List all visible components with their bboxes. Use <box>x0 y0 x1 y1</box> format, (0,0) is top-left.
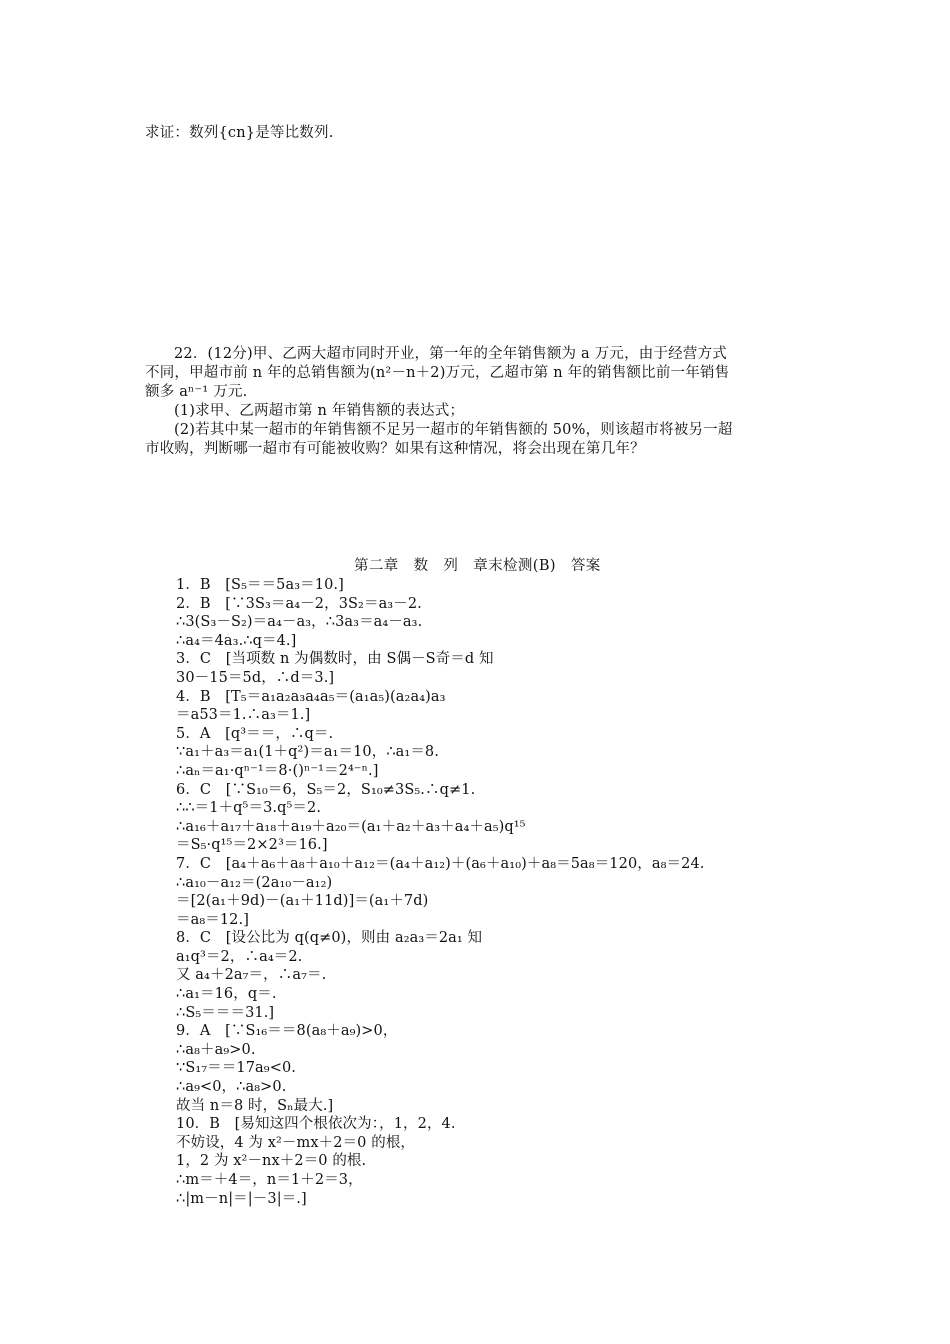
answer-list <box>176 576 705 1208</box>
answer-line: 3．C [当项数 n 为偶数时，由 S偶－S奇＝d 知 <box>176 651 494 668</box>
answer-line: ∴m＝＋4＝，n＝1＋2＝3， <box>176 1172 363 1188</box>
answer-line: 8．C [设公比为 q(q≠0)，则由 a₂a₃＝2a₁ 知 <box>176 930 483 947</box>
answer-line: ∴a₁₀－a₁₂＝(2a₁₀－a₁₂) <box>176 874 333 891</box>
answer-line: 9．A [∵S₁₆＝＝8(a₈＋a₉)>0， <box>176 1023 398 1040</box>
answer-line: ∴∴＝1＋q⁵＝3.q⁵＝2. <box>176 800 322 817</box>
answer-line: ∴S₅＝＝＝31.] <box>176 1004 275 1021</box>
answer-line: 1．B [S₅＝＝5a₃＝10.] <box>176 577 344 593</box>
answer-line: ∴a₄＝4a₃.∴q＝4.] <box>176 632 297 649</box>
answer-line: 7．C [a₄＋a₆＋a₈＋a₁₀＋a₁₂＝(a₄＋a₁₂)＋(a₆＋a₁₀)＋a₈＝5a₈＝120，a₈＝24. <box>176 855 705 872</box>
answer-line: ∴|m－n|＝|－3|＝.] <box>176 1190 307 1207</box>
answer-title: 第二章 数 列 章末检测(B) 答案 <box>354 558 601 574</box>
answer-line: 2．B [∵3S₃＝a₄－2，3S₂＝a₃－2. <box>176 595 422 612</box>
answer-line: ∴aₙ＝a₁·qⁿ⁻¹＝8·()ⁿ⁻¹＝2⁴⁻ⁿ.] <box>176 762 379 779</box>
answer-line: 10．B [易知这四个根依次为：，1，2，4. <box>176 1116 456 1133</box>
problem-22-line-2: 不同，甲超市前 n 年的总销售额为(n²－n＋2)万元，乙超市第 n 年的销售额比前一年销售 <box>145 365 730 381</box>
answer-line: ∴a₁₆＋a₁₇＋a₁₈＋a₁₉＋a₂₀＝(a₁＋a₂＋a₃＋a₄＋a₅)q¹⁵ <box>176 818 526 835</box>
answer-line: 5．A [q³＝＝，∴q＝. <box>176 725 334 742</box>
answer-line: 4．B [T₅＝a₁a₂a₃a₄a₅＝(a₁a₅)(a₂a₄)a₃ <box>176 688 446 705</box>
answer-line: 不妨设，4 为 x²－mx＋2＝0 的根， <box>176 1134 416 1151</box>
problem-22-part-2-line-1: (2)若其中某一超市的年销售额不足另一超市的年销售额的 50%，则该超市将被另一超 <box>174 422 733 438</box>
answer-line: 故当 n＝8 时，Sₙ最大.] <box>176 1097 334 1114</box>
answer-line: ∴a₁＝16，q＝. <box>176 986 277 1003</box>
answer-line: 又 a₄＋2a₇＝，∴a₇＝. <box>176 967 327 984</box>
answer-line: ＝[2(a₁＋9d)－(a₁＋11d)]＝(a₁＋7d) <box>176 893 429 910</box>
answer-line: 30－15＝5d，∴d＝3.] <box>176 669 335 686</box>
answer-line: ∴a₈＋a₉>0. <box>176 1041 256 1058</box>
answer-line: ∴3(S₃－S₂)＝a₄－a₃，∴3a₃＝a₄－a₃. <box>176 614 423 631</box>
answer-line: ＝a₈＝12.] <box>176 911 249 928</box>
answer-line: a₁q³＝2，∴a₄＝2. <box>176 948 303 965</box>
problem-22-line-3: 额多 aⁿ⁻¹ 万元. <box>145 384 248 400</box>
answer-line: ∵a₁＋a₃＝a₁(1＋q²)＝a₁＝10，∴a₁＝8. <box>176 744 439 761</box>
answer-line: ∵S₁₇＝＝17a₉<0. <box>176 1060 296 1077</box>
proof-statement: 求证：数列{cn}是等比数列. <box>145 125 334 141</box>
answer-line: ＝S₅·q¹⁵＝2×2³＝16.] <box>176 837 328 854</box>
answer-line: ∴a₉<0，∴a₈>0. <box>176 1079 287 1096</box>
problem-22-line-1: 22．(12分)甲、乙两大超市同时开业，第一年的全年销售额为 a 万元，由于经营方式 <box>174 346 727 362</box>
problem-22-part-1: (1)求甲、乙两超市第 n 年销售额的表达式； <box>174 403 465 419</box>
answer-line: 6．C [∵S₁₀＝6，S₅＝2，S₁₀≠3S₅.∴q≠1. <box>176 781 476 798</box>
problem-22-part-2-line-2: 市收购，判断哪一超市有可能被收购？如果有这种情况，将会出现在第几年？ <box>145 441 645 457</box>
answer-line: ＝a53＝1.∴a₃＝1.] <box>176 707 311 724</box>
answer-line: 1，2 为 x²－nx＋2＝0 的根. <box>176 1153 367 1170</box>
